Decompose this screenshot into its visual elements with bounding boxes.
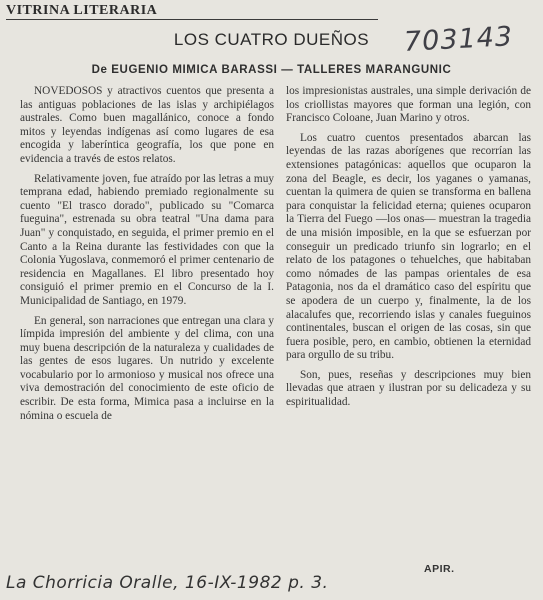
paragraph: los impresionistas australes, una simple derivación de los criollistas mayores que forman una legión, con Francisco Coloane, Juan Marino y otros. [286, 85, 531, 125]
paragraph: Relativamente joven, fue atraído por las letras a muy temprana edad, habiendo premiado regionalmente su cuento "El trasco dorado", publicado su "Comarca fueguina", estrenada su obra teatral "Una dama para Juan" y conquistado, en seguida, el primer premio en el Canto a la Reina durante las festividades con que la Colonia Yugoslava, conmemoró el primer centenario de residencia en Magallanes. El libro presentado hoy consiguió el primer premio en el Concurso de la I. Municipalidad de Santiago, en 1979. [20, 172, 274, 307]
author-signature: APIR. [424, 563, 455, 575]
paragraph: NOVEDOSOS y atractivos cuentos que presenta a las antiguas poblaciones de las islas y archipiélagos australes. Como buen magallánico, conoce a fondo mitos y leyendas indígenas así como lugares de esa encogida y laberíntica geografía, los que pone en evidencia a través de estos relatos. [20, 85, 274, 165]
section-header-rule [6, 19, 378, 20]
paragraph: Son, pues, reseñas y descripciones muy bien llevadas que atraen y ilustran por su delicadeza y su espiritualidad. [286, 368, 531, 409]
paragraph: En general, son narraciones que entregan una clara y límpida impresión del ambiente y del clima, con una muy buena descripción de la naturaleza y cualidades de las gentes de esos lugares. Un nutrido y excelente vocabulario por lo armonioso y musical nos ofrece una viva demostración del conocimiento de este oficio de escribir. De esta forma, Mimica pasa a incluirse en la nómina o escuela de [20, 314, 274, 422]
article-title: LOS CUATRO DUEÑOS [173, 30, 370, 49]
handwritten-source-note: La Chorricia Oralle, 16-IX-1982 p. 3. [6, 573, 329, 593]
handwritten-catalog-number: 703143 [403, 21, 514, 58]
paragraph: Los cuatro cuentos presentados abarcan las leyendas de las razas aborígenes que recorrían las extensiones patagónicas: aquellos que ocuparon la zona del Beagle, es decir, los yaganes o yamanas, cuentan la quimera de quien se transforma en ballena para conquistar la felicidad eterna; quienes ocuparon la Tierra del Fuego —los onas— muestran la tragedia de una misión imposible, en la que se esfuerzan por conseguir un predicado triunfo sin lograrlo; en el relato de los patagones o tehuelches, que habitaban como nómades de las pampas orientales de esa Patagonia, nos da el dramático caso del espíritu que se apodera de un cuerpo y, finalmente, la de los alacalufes que, recorriendo islas y canales fueguinos continentales, buscan el origen de las cosas, sin que fuera posible, pero, en cambio, obtienen la eternidad para orgullo de su tribu. [286, 131, 531, 362]
left-text-column [20, 85, 274, 575]
section-header: VITRINA LITERARIA [6, 3, 158, 18]
article-byline: De EUGENIO MIMICA BARASSI — TALLERES MARANGUNIC [91, 64, 452, 76]
right-text-column [286, 85, 531, 575]
